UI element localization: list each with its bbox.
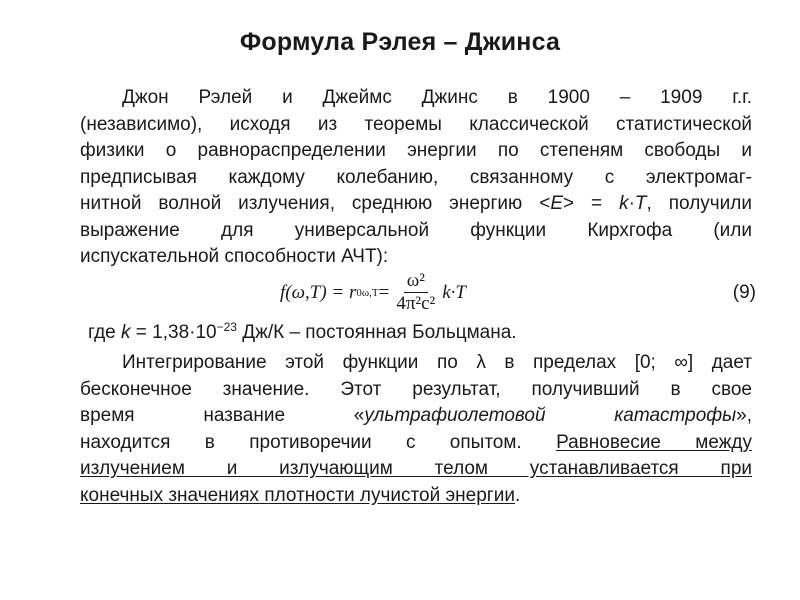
equation-number: (9) xyxy=(732,282,756,303)
underlined-text-line: излучением и излучающим телом устанавливается при xyxy=(80,458,752,479)
text-line: физики о равнораспределении энергии по степеням свободы и xyxy=(80,140,752,161)
text-line: (независимо), исходя из теоремы классической статистической xyxy=(80,113,752,135)
formula-equals: = xyxy=(378,282,390,303)
formula-numerator: ω² xyxy=(404,271,428,293)
text-line: конечных значениях плотности лучистой энергии. xyxy=(80,484,521,506)
text-line: Интегрирование этой функции по λ в пределах [0; ∞] дает xyxy=(122,352,752,373)
rayleigh-jeans-formula: f(ω,T) = r 0ω,T = $\frac{\text{ω²}}{\text{4π²c²}}$ k·T xyxy=(280,270,466,314)
text-line: выражение для универсальной функции Кирхгофа (или xyxy=(80,219,752,241)
text-line: Джон Рэлей и Джеймс Джинс в 1900 – 1909 г.г. xyxy=(122,87,752,108)
formula-rhs: k·T xyxy=(442,282,466,303)
text-line-uv-catastrophe: время название «ультрафиолетовой катастрофы», xyxy=(80,405,752,426)
formula-fraction xyxy=(393,271,438,315)
formula-lhs: f(ω,T) = r xyxy=(280,282,357,303)
text-line: находится в противоречии с опытом. Равновесие между xyxy=(80,431,753,453)
boltzmann-constant-line: где $k = 1,38\cdot 10^{-23}$ Дж/К – постоянная Больцмана. xyxy=(88,320,517,343)
formula-denominator: 4π²c² xyxy=(396,293,436,314)
text-line-energy: нитной волной излучения, среднюю энергию <E> = k·T, получили xyxy=(80,193,752,214)
formula-block xyxy=(80,268,756,318)
text-line: бесконечное значение. Этот результат, получивший в свое xyxy=(80,378,752,400)
page-title: Формула Рэлея – Джинса xyxy=(239,28,561,56)
text-line: испускательной способности АЧТ): xyxy=(80,246,389,267)
text-line: предписывая каждому колебанию, связанному с электромаг- xyxy=(80,166,752,188)
paragraph-catastrophe xyxy=(80,350,752,509)
paragraph-intro xyxy=(80,85,752,271)
underlined-text: Равновесие между xyxy=(556,431,753,453)
underlined-text: конечных значениях плотности лучистой энергии xyxy=(80,484,515,506)
